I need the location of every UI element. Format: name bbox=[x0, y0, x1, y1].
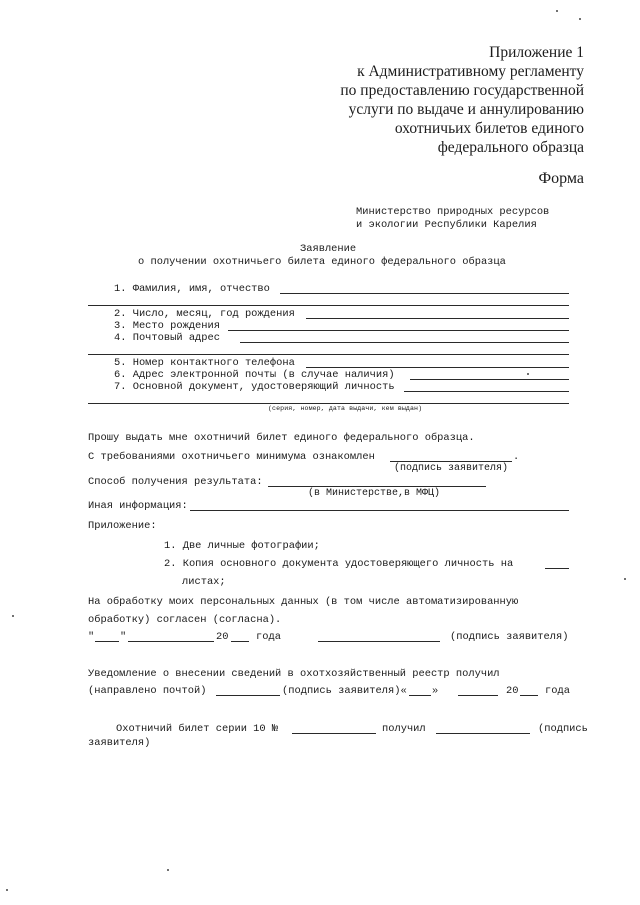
method-caption: (в Министерстве,в МФЦ) bbox=[308, 488, 441, 499]
appendix-title: Приложение 1 bbox=[489, 44, 584, 61]
notice-year-prefix: 20 bbox=[506, 685, 519, 697]
field-label-phone: 5. Номер контактного телефона bbox=[114, 357, 295, 369]
notice-year-suffix: года bbox=[545, 685, 570, 697]
requirements-text: С требованиями охотничьего минимума ознакомлен bbox=[88, 451, 375, 463]
scan-speck bbox=[12, 615, 14, 617]
notice-day-line[interactable] bbox=[409, 695, 431, 696]
appendix-line-1: к Административному регламенту bbox=[357, 63, 584, 80]
date-day-line[interactable] bbox=[95, 641, 119, 642]
field-label-postal-address: 4. Почтовый адрес bbox=[114, 332, 221, 344]
consent-line-2: обработку) согласен (согласна). bbox=[88, 614, 282, 626]
field-label-id-document: 7. Основной документ, удостоверяющий личность bbox=[114, 381, 395, 393]
recipient-line-2: и экологии Республики Карелия bbox=[356, 219, 537, 231]
consent-signature-line[interactable] bbox=[318, 641, 440, 642]
scan-speck bbox=[167, 869, 169, 871]
method-line[interactable] bbox=[268, 486, 486, 487]
notice-line-1: Уведомление о внесении сведений в охотхозяйственный реестр получил bbox=[88, 668, 500, 680]
appendix-line-3: услуги по выдаче и аннулированию bbox=[348, 101, 584, 118]
field-postal-address-line[interactable] bbox=[240, 342, 569, 343]
appendix-line-4: охотничьих билетов единого bbox=[394, 120, 584, 137]
recipient-line-1: Министерство природных ресурсов bbox=[356, 206, 550, 218]
form-label: Форма bbox=[538, 170, 584, 187]
ticket-number-line[interactable] bbox=[292, 733, 376, 734]
other-info-label: Иная информация: bbox=[88, 500, 188, 512]
date-quote-close: " bbox=[120, 631, 127, 643]
attachment-2-pages-line[interactable] bbox=[545, 568, 569, 569]
scan-speck bbox=[6, 889, 8, 891]
notice-month-line[interactable] bbox=[458, 695, 498, 696]
attachment-2: 2. Копия основного документа удостоверяющего личность на bbox=[164, 558, 514, 570]
scan-speck bbox=[579, 18, 581, 20]
date-month-line[interactable] bbox=[128, 641, 214, 642]
appendix-line-5: федерального образца bbox=[437, 139, 584, 156]
attachment-1: 1. Две личные фотографии; bbox=[164, 540, 320, 552]
attachments-label: Приложение: bbox=[88, 520, 157, 532]
consent-signature-caption: (подпись заявителя) bbox=[450, 631, 569, 643]
field-id-document-line-2[interactable] bbox=[88, 403, 569, 404]
form-title: Заявление bbox=[300, 243, 357, 255]
field-label-email: 6. Адрес электронной почты (в случае наличия) bbox=[114, 369, 395, 381]
date-year-suffix: года bbox=[256, 631, 281, 643]
signature-caption: (подпись заявителя) bbox=[394, 463, 509, 474]
field-label-birth-date: 2. Число, месяц, год рождения bbox=[114, 308, 295, 320]
field-label-birth-place: 3. Место рождения bbox=[114, 320, 221, 332]
appendix-line-2: по предоставлению государственной bbox=[340, 82, 584, 99]
ticket-received-line[interactable] bbox=[436, 733, 530, 734]
field-email-line[interactable] bbox=[410, 379, 569, 380]
field-postal-address-line-2[interactable] bbox=[88, 354, 569, 355]
consent-line-1: На обработку моих персональных данных (в том числе автоматизированную bbox=[88, 596, 519, 608]
ticket-signature-label: (подпись bbox=[538, 723, 588, 735]
other-info-line[interactable] bbox=[190, 510, 569, 511]
field-full-name-line[interactable] bbox=[280, 293, 569, 294]
field-birth-place-line[interactable] bbox=[228, 330, 569, 331]
scan-speck bbox=[624, 578, 626, 580]
requirements-signature-line[interactable] bbox=[390, 461, 512, 462]
field-id-document-line[interactable] bbox=[404, 391, 569, 392]
field-birth-date-line[interactable] bbox=[306, 318, 569, 319]
notice-year-line[interactable] bbox=[520, 695, 538, 696]
field-phone-line[interactable] bbox=[306, 367, 569, 368]
date-year-prefix: 20 bbox=[216, 631, 229, 643]
request-text: Прошу выдать мне охотничий билет единого федерального образца. bbox=[88, 432, 475, 444]
notice-signature-label: (подпись заявителя)« bbox=[282, 685, 407, 697]
ticket-series-label: Охотничий билет серии 10 № bbox=[116, 723, 279, 735]
ticket-signature-label-2: заявителя) bbox=[88, 737, 151, 749]
field-full-name-line-2[interactable] bbox=[88, 305, 569, 306]
ticket-received-label: получил bbox=[382, 723, 426, 735]
notice-by-post: (направлено почтой) bbox=[88, 685, 207, 697]
date-year-line[interactable] bbox=[231, 641, 249, 642]
field-label-full-name: 1. Фамилия, имя, отчество bbox=[114, 283, 270, 295]
form-subtitle: о получении охотничьего билета единого федерального образца bbox=[138, 256, 506, 268]
method-label: Способ получения результата: bbox=[88, 476, 263, 488]
scan-speck bbox=[527, 373, 529, 375]
attachment-2-end: листах; bbox=[182, 576, 226, 588]
notice-quote-close: » bbox=[432, 685, 439, 697]
id-document-caption: (серия, номер, дата выдачи, кем выдан) bbox=[268, 405, 423, 412]
notice-post-line[interactable] bbox=[216, 695, 280, 696]
date-quote-open: " bbox=[88, 631, 95, 643]
scan-speck bbox=[556, 10, 558, 12]
requirements-period: . bbox=[513, 451, 520, 463]
